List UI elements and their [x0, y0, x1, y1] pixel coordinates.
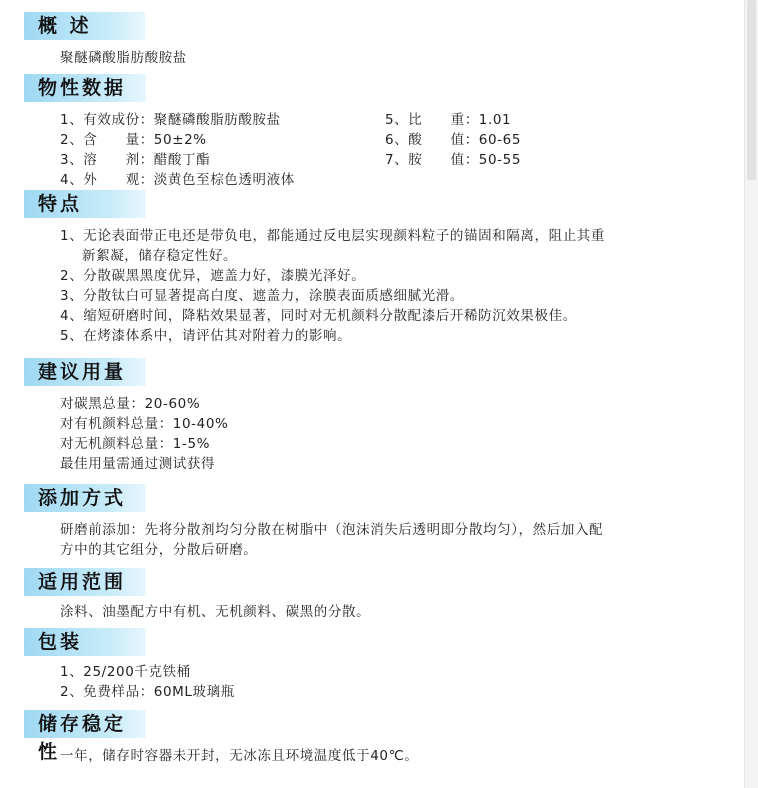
section-title-addition: 添加方式	[24, 484, 146, 512]
section-title-dosage: 建议用量	[24, 358, 146, 386]
storage-text: 一年，储存时容器未开封，无冰冻且环境温度低于40℃。	[60, 748, 419, 764]
dosage-line: 对碳黑总量：20-60%	[60, 396, 201, 412]
section-title-overview: 概 述	[24, 12, 145, 40]
addition-line: 研磨前添加：先将分散剂均匀分散在树脂中（泡沫消失后透明即分散均匀），然后加入配	[60, 522, 604, 538]
addition-line: 方中的其它组分，分散后研磨。	[60, 542, 258, 558]
feature-line: 3、分散钛白可显著提高白度、遮盖力，涂膜表面质感细腻光滑。	[60, 288, 464, 304]
property-line: 7、胺 值：50-55	[385, 152, 522, 168]
feature-line: 5、在烤漆体系中，请评估其对附着力的影响。	[60, 328, 352, 344]
dosage-line: 对无机颜料总量：1-5%	[60, 436, 211, 452]
section-title-storage: 储存稳定性	[24, 710, 146, 738]
property-line: 5、比 重：1.01	[385, 112, 512, 128]
scrollbar-thumb[interactable]	[747, 0, 756, 180]
scrollbar[interactable]	[744, 0, 758, 788]
feature-line: 新絮凝，储存稳定性好。	[82, 248, 238, 264]
feature-line: 2、分散碳黑黑度优异，遮盖力好，漆膜光泽好。	[60, 268, 366, 284]
feature-line: 1、无论表面带正电还是带负电，都能通过反电层实现颜料粒子的锚固和隔离，阻止其重	[60, 228, 605, 244]
dosage-line: 最佳用量需通过测试获得	[60, 456, 216, 472]
section-title-packaging: 包装	[24, 628, 146, 656]
overview-text: 聚醚磷酸脂肪酸胺盐	[60, 50, 187, 66]
property-line: 2、含 量：50±2%	[60, 132, 207, 148]
packaging-line: 2、免费样品：60ML玻璃瓶	[60, 684, 235, 700]
packaging-line: 1、25/200千克铁桶	[60, 664, 191, 680]
property-line: 3、溶 剂：醋酸丁酯	[60, 152, 211, 168]
property-line: 6、酸 值：60-65	[385, 132, 522, 148]
application-text: 涂料、油墨配方中有机、无机颜料、碳黑的分散。	[60, 604, 371, 620]
dosage-line: 对有机颜料总量：10-40%	[60, 416, 229, 432]
property-line: 1、有效成份：聚醚磷酸脂肪酸胺盐	[60, 112, 281, 128]
section-title-features: 特点	[24, 190, 146, 218]
section-title-properties: 物性数据	[24, 74, 146, 102]
feature-line: 4、缩短研磨时间，降粘效果显著，同时对无机颜料分散配漆后开稀防沉效果极佳。	[60, 308, 577, 324]
section-title-application: 适用范围	[24, 568, 146, 596]
property-line: 4、外 观：淡黄色至棕色透明液体	[60, 172, 295, 188]
